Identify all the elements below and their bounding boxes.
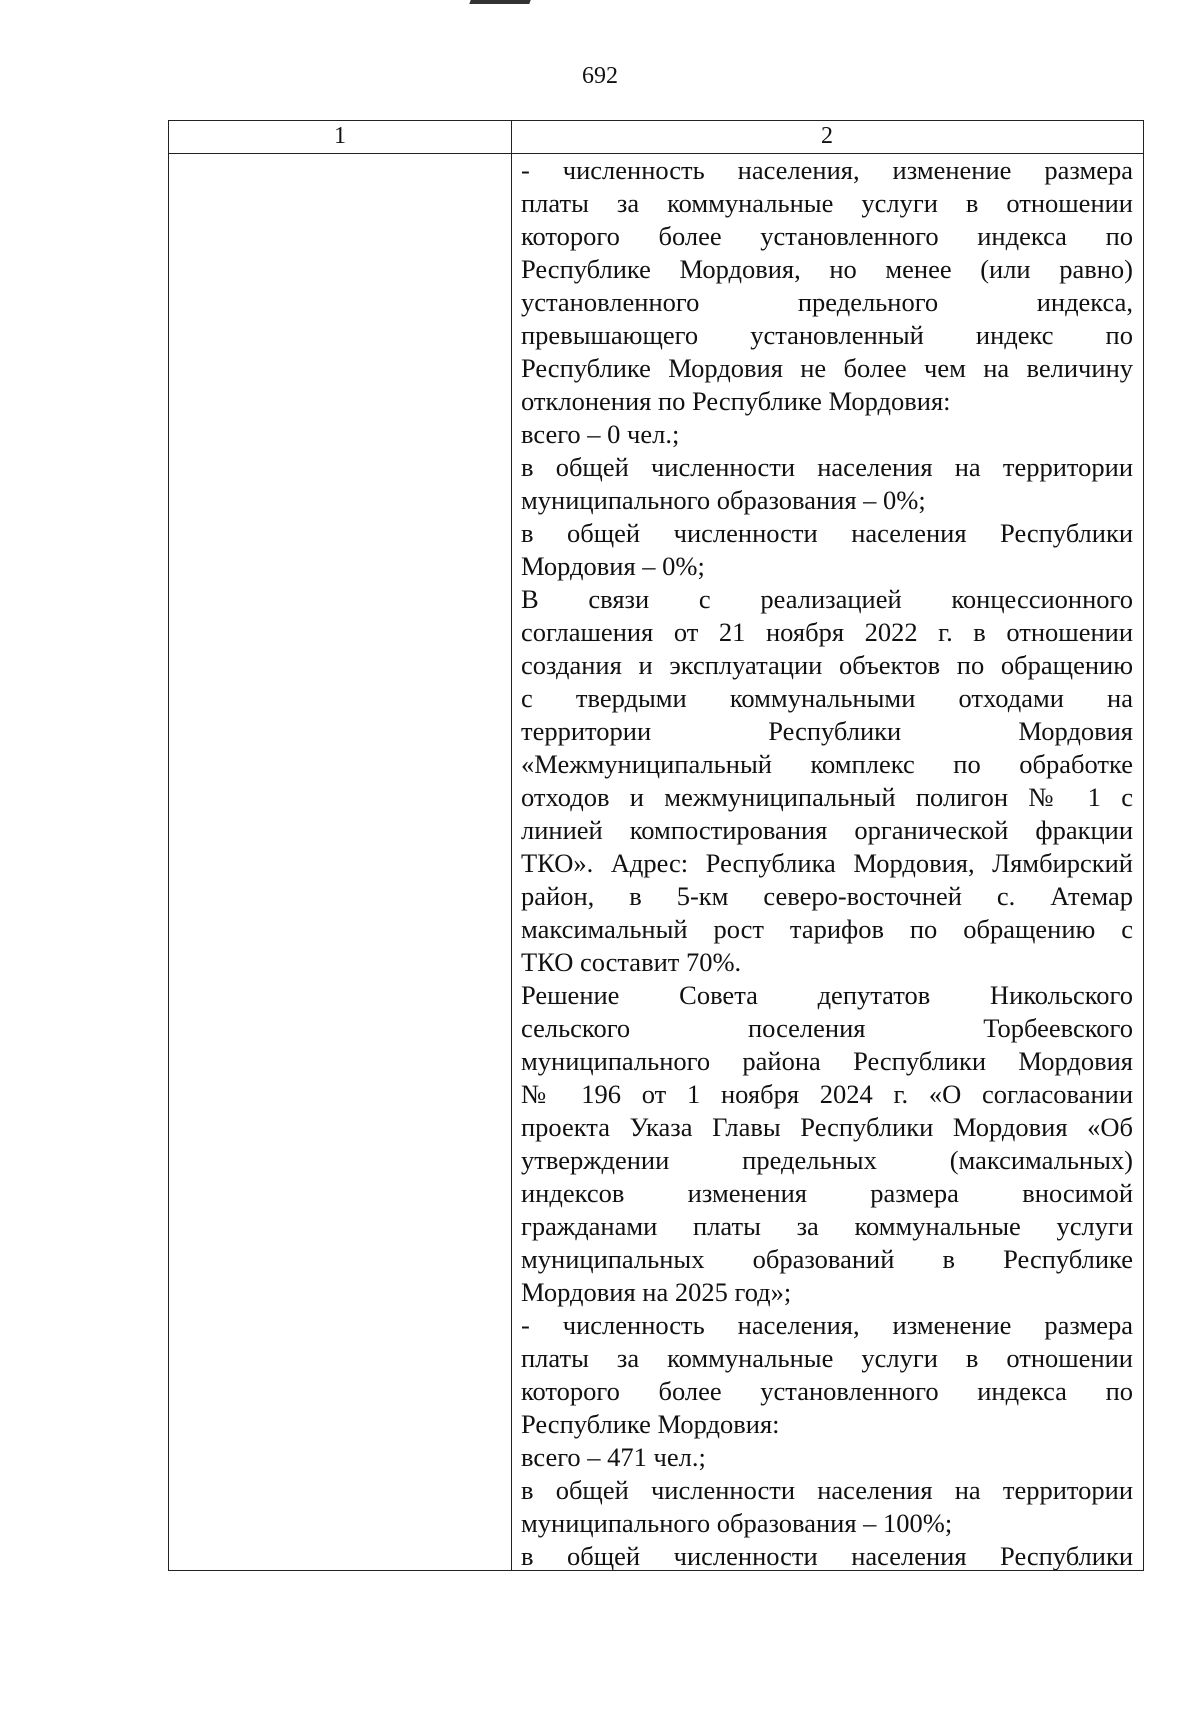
text-line: отходов и межмуниципальный полигон № 1 с — [521, 782, 1133, 812]
text-line: - численность населения, изменение размера — [521, 1310, 1133, 1340]
text-line: сельского поселения Торбеевского — [521, 1013, 1133, 1043]
text-line: В связи с реализацией концессионного — [521, 584, 1133, 614]
text-line: ТКО». Адрес: Республика Мордовия, Лямбирский — [521, 848, 1133, 878]
column-2-header: 2 — [821, 123, 833, 149]
text-line: Мордовия – 0%; — [521, 551, 705, 581]
text-line: гражданами платы за коммунальные услуги — [521, 1211, 1133, 1241]
text-line: соглашения от 21 ноября 2022 г. в отношении — [521, 617, 1133, 647]
text-line: муниципальных образований в Республике — [521, 1244, 1133, 1274]
scan-artifact — [469, 0, 530, 4]
text-line: Республике Мордовия не более чем на величину — [521, 353, 1133, 383]
column-1-header: 1 — [334, 123, 346, 149]
text-line: Республике Мордовия: — [521, 1409, 780, 1439]
text-line: в общей численности населения на территории — [521, 1475, 1133, 1505]
text-line: проекта Указа Главы Республики Мордовия «Об — [521, 1112, 1133, 1142]
text-line: муниципального образования – 100%; — [521, 1508, 953, 1538]
text-line: муниципального образования – 0%; — [521, 485, 926, 515]
text-line: платы за коммунальные услуги в отношении — [521, 1343, 1133, 1373]
column-divider — [511, 121, 512, 1570]
column-2-cell — [521, 154, 1133, 1573]
text-line: «Межмуниципальный комплекс по обработке — [521, 749, 1133, 779]
text-line: в общей численности населения на территории — [521, 452, 1133, 482]
text-line: № 196 от 1 ноября 2024 г. «О согласовании — [521, 1079, 1133, 1109]
text-line: отклонения по Республике Мордовия: — [521, 386, 951, 416]
text-line: платы за коммунальные услуги в отношении — [521, 188, 1133, 218]
table-header-row — [169, 121, 1143, 154]
text-line: Республике Мордовия, но менее (или равно) — [521, 254, 1133, 284]
text-line: создания и эксплуатации объектов по обращению — [521, 650, 1133, 680]
text-line: Мордовия на 2025 год»; — [521, 1277, 792, 1307]
text-line: максимальный рост тарифов по обращению с — [521, 914, 1133, 944]
text-line: в общей численности населения Республики — [521, 1541, 1133, 1571]
document-table — [168, 120, 1144, 1571]
text-line: которого более установленного индекса по — [521, 1376, 1133, 1406]
text-line: установленного предельного индекса, — [521, 287, 1133, 317]
text-line: линией компостирования органической фракции — [521, 815, 1133, 845]
text-line: ТКО составит 70%. — [521, 947, 742, 977]
text-line: утверждении предельных (максимальных) — [521, 1145, 1133, 1175]
text-line: с твердыми коммунальными отходами на — [521, 683, 1133, 713]
text-line: район, в 5-км северо-восточней с. Атемар — [521, 881, 1133, 911]
text-line: территории Республики Мордовия — [521, 716, 1133, 746]
text-line: - численность населения, изменение размера — [521, 155, 1133, 185]
page-number: 692 — [582, 63, 618, 89]
text-line: всего – 0 чел.; — [521, 419, 680, 449]
text-line: всего – 471 чел.; — [521, 1442, 706, 1472]
text-line: превышающего установленный индекс по — [521, 320, 1133, 350]
text-line: Решение Совета депутатов Никольского — [521, 980, 1133, 1010]
text-line: индексов изменения размера вносимой — [521, 1178, 1133, 1208]
text-line: которого более установленного индекса по — [521, 221, 1133, 251]
text-line: муниципального района Республики Мордовия — [521, 1046, 1133, 1076]
text-line: в общей численности населения Республики — [521, 518, 1133, 548]
